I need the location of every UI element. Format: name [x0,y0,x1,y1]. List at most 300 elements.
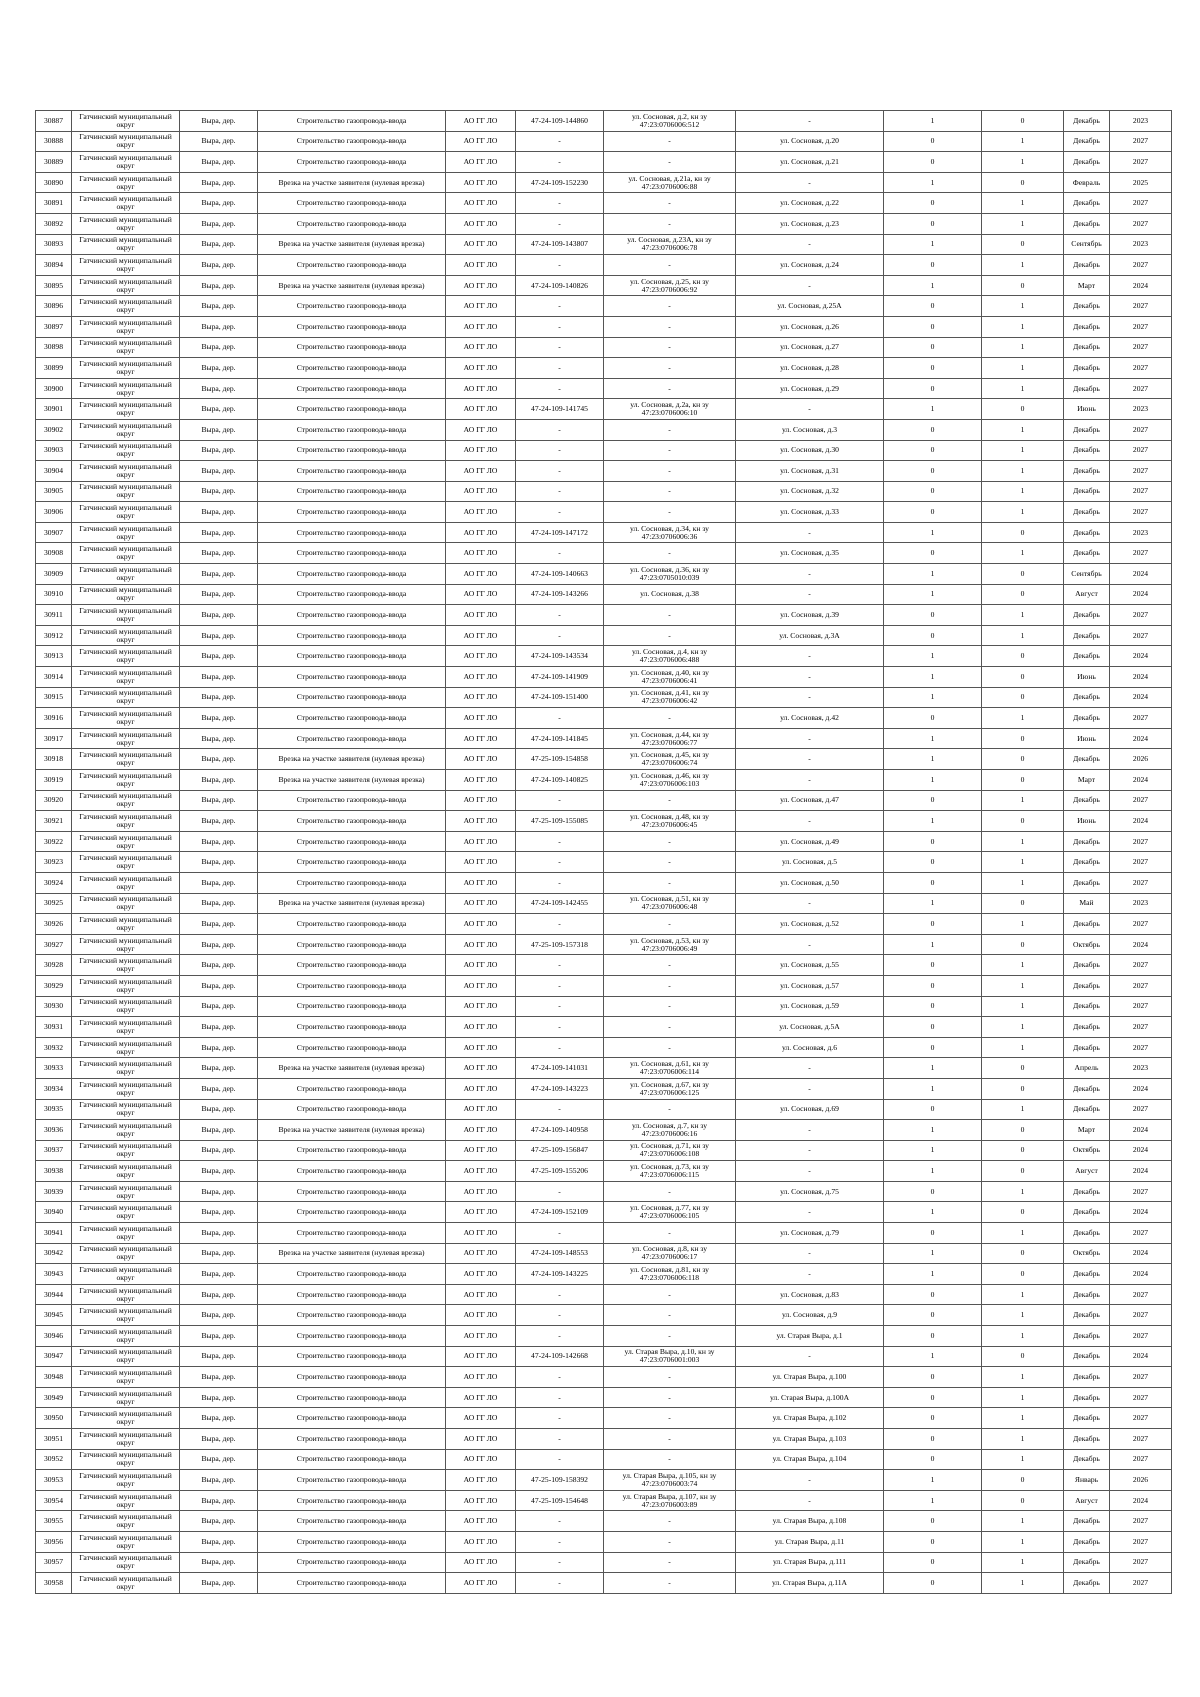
organization-cell: АО ГГ ЛО [446,1078,516,1099]
year-cell: 2023 [1110,893,1172,914]
municipal-district-cell: Гатчинский муниципальный округ [72,872,180,893]
municipal-district-cell: Гатчинский муниципальный округ [72,646,180,667]
count-existing-cell: 0 [884,1408,982,1429]
settlement-cell: Вырa, дер. [180,811,258,832]
month-cell: Декабрь [1064,1531,1110,1552]
work-type-cell: Строительство газопровода-ввода [258,1223,446,1244]
count-planned-cell: 0 [982,1078,1064,1099]
settlement-cell: Вырa, дер. [180,275,258,296]
organization-cell: АО ГГ ЛО [446,1449,516,1470]
table-row [36,625,1172,646]
row-number-cell: 30945 [36,1305,72,1326]
table-row [36,605,1172,626]
month-cell: Декабрь [1064,708,1110,729]
table-row [36,193,1172,214]
municipal-district-cell: Гатчинский муниципальный округ [72,131,180,152]
count-existing-cell: 1 [884,111,982,132]
count-planned-cell: 1 [982,975,1064,996]
month-cell: Март [1064,275,1110,296]
month-cell: Декабрь [1064,975,1110,996]
count-planned-cell: 1 [982,502,1064,523]
work-type-cell: Строительство газопровода-ввода [258,1490,446,1511]
count-existing-cell: 0 [884,213,982,234]
count-existing-cell: 0 [884,502,982,523]
organization-cell: АО ГГ ЛО [446,1552,516,1573]
organization-cell: АО ГГ ЛО [446,584,516,605]
address-cell: ул. Сосновая, д.30 [736,440,884,461]
cadastral-address-cell: - [604,852,736,873]
request-number-cell: - [516,996,604,1017]
cadastral-address-cell: - [604,1367,736,1388]
address-cell: ул. Сосновая, д.26 [736,316,884,337]
settlement-cell: Вырa, дер. [180,440,258,461]
count-planned-cell: 1 [982,1573,1064,1594]
month-cell: Декабрь [1064,1078,1110,1099]
address-cell: - [736,234,884,255]
request-number-cell: 47-25-109-156847 [516,1140,604,1161]
count-planned-cell: 1 [982,955,1064,976]
count-planned-cell: 1 [982,625,1064,646]
row-number-cell: 30903 [36,440,72,461]
count-existing-cell: 0 [884,378,982,399]
settlement-cell: Вырa, дер. [180,914,258,935]
count-planned-cell: 1 [982,1531,1064,1552]
count-existing-cell: 1 [884,1058,982,1079]
table-row [36,234,1172,255]
municipal-district-cell: Гатчинский муниципальный округ [72,1099,180,1120]
settlement-cell: Вырa, дер. [180,1470,258,1491]
request-number-cell: 47-24-109-151400 [516,687,604,708]
year-cell: 2027 [1110,1326,1172,1347]
settlement-cell: Вырa, дер. [180,296,258,317]
count-planned-cell: 0 [982,934,1064,955]
count-existing-cell: 0 [884,193,982,214]
count-planned-cell: 1 [982,461,1064,482]
count-planned-cell: 1 [982,131,1064,152]
row-number-cell: 30892 [36,213,72,234]
address-cell: - [736,667,884,688]
month-cell: Декабрь [1064,1387,1110,1408]
settlement-cell: Вырa, дер. [180,337,258,358]
request-number-cell: 47-24-109-148553 [516,1243,604,1264]
address-cell: - [736,399,884,420]
year-cell: 2026 [1110,1470,1172,1491]
organization-cell: АО ГГ ЛО [446,152,516,173]
month-cell: Декабрь [1064,1429,1110,1450]
row-number-cell: 30925 [36,893,72,914]
table-row [36,255,1172,276]
cadastral-address-cell: - [604,1099,736,1120]
organization-cell: АО ГГ ЛО [446,1243,516,1264]
cadastral-address-cell: - [604,872,736,893]
row-number-cell: 30924 [36,872,72,893]
request-number-cell: 47-24-109-141745 [516,399,604,420]
month-cell: Декабрь [1064,502,1110,523]
cadastral-address-cell: - [604,996,736,1017]
year-cell: 2027 [1110,213,1172,234]
month-cell: Октябрь [1064,1140,1110,1161]
year-cell: 2027 [1110,955,1172,976]
organization-cell: АО ГГ ЛО [446,378,516,399]
organization-cell: АО ГГ ЛО [446,625,516,646]
municipal-district-cell: Гатчинский муниципальный округ [72,811,180,832]
settlement-cell: Вырa, дер. [180,1326,258,1347]
organization-cell: АО ГГ ЛО [446,811,516,832]
request-number-cell: 47-25-109-154648 [516,1490,604,1511]
count-existing-cell: 0 [884,1531,982,1552]
count-existing-cell: 0 [884,790,982,811]
year-cell: 2023 [1110,399,1172,420]
table-row [36,934,1172,955]
cadastral-address-cell: - [604,358,736,379]
table-row [36,1387,1172,1408]
count-existing-cell: 1 [884,522,982,543]
municipal-district-cell: Гатчинский муниципальный округ [72,770,180,791]
organization-cell: АО ГГ ЛО [446,1181,516,1202]
row-number-cell: 30938 [36,1161,72,1182]
year-cell: 2027 [1110,1181,1172,1202]
cadastral-address-cell: ул. Сосновая, д.7, кн зу 47:23:0706006:16 [604,1120,736,1141]
request-number-cell: 47-24-109-143534 [516,646,604,667]
address-cell: ул. Сосновая, д.33 [736,502,884,523]
row-number-cell: 30955 [36,1511,72,1532]
table-row [36,893,1172,914]
municipal-district-cell: Гатчинский муниципальный округ [72,1408,180,1429]
month-cell: Июнь [1064,667,1110,688]
settlement-cell: Вырa, дер. [180,955,258,976]
organization-cell: АО ГГ ЛО [446,790,516,811]
month-cell: Декабрь [1064,131,1110,152]
work-type-cell: Строительство газопровода-ввода [258,708,446,729]
settlement-cell: Вырa, дер. [180,1387,258,1408]
request-number-cell: 47-25-109-155085 [516,811,604,832]
organization-cell: АО ГГ ЛО [446,955,516,976]
month-cell: Декабрь [1064,378,1110,399]
row-number-cell: 30916 [36,708,72,729]
settlement-cell: Вырa, дер. [180,358,258,379]
count-existing-cell: 0 [884,1326,982,1347]
count-planned-cell: 0 [982,275,1064,296]
settlement-cell: Вырa, дер. [180,213,258,234]
row-number-cell: 30946 [36,1326,72,1347]
row-number-cell: 30936 [36,1120,72,1141]
table-row [36,1408,1172,1429]
organization-cell: АО ГГ ЛО [446,1161,516,1182]
address-cell: ул. Сосновая, д.79 [736,1223,884,1244]
month-cell: Декабрь [1064,152,1110,173]
settlement-cell: Вырa, дер. [180,502,258,523]
address-cell: ул. Сосновая, д.83 [736,1284,884,1305]
count-planned-cell: 1 [982,872,1064,893]
count-existing-cell: 1 [884,172,982,193]
address-cell: - [736,1470,884,1491]
settlement-cell: Вырa, дер. [180,1367,258,1388]
table-row [36,378,1172,399]
settlement-cell: Вырa, дер. [180,1552,258,1573]
settlement-cell: Вырa, дер. [180,1243,258,1264]
month-cell: Декабрь [1064,296,1110,317]
month-cell: Июнь [1064,399,1110,420]
month-cell: Декабрь [1064,1449,1110,1470]
organization-cell: АО ГГ ЛО [446,975,516,996]
address-cell: - [736,646,884,667]
cadastral-address-cell: ул. Сосновая, д.51, кн зу 47:23:0706006:48 [604,893,736,914]
settlement-cell: Вырa, дер. [180,975,258,996]
cadastral-address-cell: - [604,543,736,564]
month-cell: Август [1064,1161,1110,1182]
row-number-cell: 30891 [36,193,72,214]
settlement-cell: Вырa, дер. [180,584,258,605]
request-number-cell: - [516,1387,604,1408]
row-number-cell: 30912 [36,625,72,646]
municipal-district-cell: Гатчинский муниципальный округ [72,831,180,852]
request-number-cell: - [516,1017,604,1038]
address-cell: - [736,687,884,708]
work-type-cell: Строительство газопровода-ввода [258,646,446,667]
table-row [36,502,1172,523]
work-type-cell: Врезка на участке заявителя (нулевая врезка) [258,770,446,791]
count-planned-cell: 1 [982,1387,1064,1408]
year-cell: 2027 [1110,1367,1172,1388]
address-cell: ул. Старая Вырa, д.1 [736,1326,884,1347]
row-number-cell: 30909 [36,564,72,585]
row-number-cell: 30919 [36,770,72,791]
settlement-cell: Вырa, дер. [180,193,258,214]
request-number-cell: 47-25-109-154858 [516,749,604,770]
year-cell: 2023 [1110,522,1172,543]
cadastral-address-cell: ул. Сосновая, д.45, кн зу 47:23:0706006:74 [604,749,736,770]
table-row [36,481,1172,502]
table-row [36,461,1172,482]
cadastral-address-cell: - [604,831,736,852]
municipal-district-cell: Гатчинский муниципальный округ [72,1181,180,1202]
year-cell: 2027 [1110,337,1172,358]
work-type-cell: Строительство газопровода-ввода [258,1449,446,1470]
year-cell: 2027 [1110,255,1172,276]
settlement-cell: Вырa, дер. [180,1531,258,1552]
municipal-district-cell: Гатчинский муниципальный округ [72,440,180,461]
work-type-cell: Строительство газопровода-ввода [258,1531,446,1552]
organization-cell: АО ГГ ЛО [446,1387,516,1408]
address-cell: ул. Сосновая, д.32 [736,481,884,502]
municipal-district-cell: Гатчинский муниципальный округ [72,1387,180,1408]
settlement-cell: Вырa, дер. [180,934,258,955]
year-cell: 2024 [1110,728,1172,749]
count-existing-cell: 1 [884,275,982,296]
month-cell: Май [1064,893,1110,914]
year-cell: 2027 [1110,831,1172,852]
work-type-cell: Строительство газопровода-ввода [258,1017,446,1038]
work-type-cell: Строительство газопровода-ввода [258,440,446,461]
organization-cell: АО ГГ ЛО [446,749,516,770]
request-number-cell: - [516,790,604,811]
municipal-district-cell: Гатчинский муниципальный округ [72,502,180,523]
row-number-cell: 30952 [36,1449,72,1470]
address-cell: - [736,564,884,585]
organization-cell: АО ГГ ЛО [446,1284,516,1305]
work-type-cell: Врезка на участке заявителя (нулевая врезка) [258,749,446,770]
work-type-cell: Строительство газопровода-ввода [258,996,446,1017]
address-cell: ул. Сосновая, д.25А [736,296,884,317]
municipal-district-cell: Гатчинский муниципальный округ [72,1120,180,1141]
organization-cell: АО ГГ ЛО [446,255,516,276]
row-number-cell: 30910 [36,584,72,605]
work-type-cell: Строительство газопровода-ввода [258,255,446,276]
cadastral-address-cell: - [604,1223,736,1244]
count-existing-cell: 0 [884,1017,982,1038]
row-number-cell: 30950 [36,1408,72,1429]
work-type-cell: Строительство газопровода-ввода [258,522,446,543]
table-row [36,1284,1172,1305]
work-type-cell: Строительство газопровода-ввода [258,296,446,317]
month-cell: Декабрь [1064,687,1110,708]
row-number-cell: 30933 [36,1058,72,1079]
municipal-district-cell: Гатчинский муниципальный округ [72,955,180,976]
settlement-cell: Вырa, дер. [180,152,258,173]
organization-cell: АО ГГ ЛО [446,172,516,193]
count-existing-cell: 1 [884,1120,982,1141]
municipal-district-cell: Гатчинский муниципальный округ [72,1573,180,1594]
settlement-cell: Вырa, дер. [180,687,258,708]
work-type-cell: Врезка на участке заявителя (нулевая врезка) [258,275,446,296]
work-type-cell: Строительство газопровода-ввода [258,975,446,996]
settlement-cell: Вырa, дер. [180,646,258,667]
month-cell: Декабрь [1064,872,1110,893]
count-planned-cell: 1 [982,1099,1064,1120]
municipal-district-cell: Гатчинский муниципальный округ [72,605,180,626]
year-cell: 2027 [1110,193,1172,214]
count-existing-cell: 0 [884,1511,982,1532]
organization-cell: АО ГГ ЛО [446,481,516,502]
municipal-district-cell: Гатчинский муниципальный округ [72,234,180,255]
cadastral-address-cell: ул. Сосновая, д.8, кн зу 47:23:0706006:17 [604,1243,736,1264]
count-existing-cell: 0 [884,872,982,893]
settlement-cell: Вырa, дер. [180,708,258,729]
year-cell: 2027 [1110,872,1172,893]
month-cell: Декабрь [1064,1202,1110,1223]
count-planned-cell: 1 [982,193,1064,214]
settlement-cell: Вырa, дер. [180,172,258,193]
organization-cell: АО ГГ ЛО [446,543,516,564]
work-type-cell: Врезка на участке заявителя (нулевая врезка) [258,234,446,255]
month-cell: Декабрь [1064,543,1110,564]
settlement-cell: Вырa, дер. [180,399,258,420]
request-number-cell: - [516,543,604,564]
organization-cell: АО ГГ ЛО [446,358,516,379]
month-cell: Декабрь [1064,852,1110,873]
cadastral-address-cell: - [604,296,736,317]
address-cell: ул. Старая Вырa, д.100А [736,1387,884,1408]
count-planned-cell: 1 [982,337,1064,358]
cadastral-address-cell: - [604,790,736,811]
year-cell: 2027 [1110,461,1172,482]
address-cell: - [736,1264,884,1285]
year-cell: 2024 [1110,1078,1172,1099]
year-cell: 2024 [1110,687,1172,708]
request-number-cell: 47-24-109-152230 [516,172,604,193]
count-planned-cell: 1 [982,440,1064,461]
month-cell: Декабрь [1064,996,1110,1017]
year-cell: 2027 [1110,1511,1172,1532]
row-number-cell: 30896 [36,296,72,317]
count-planned-cell: 1 [982,708,1064,729]
row-number-cell: 30954 [36,1490,72,1511]
municipal-district-cell: Гатчинский муниципальный округ [72,1161,180,1182]
organization-cell: АО ГГ ЛО [446,1058,516,1079]
year-cell: 2024 [1110,1490,1172,1511]
work-type-cell: Строительство газопровода-ввода [258,131,446,152]
address-cell: ул. Старая Вырa, д.103 [736,1429,884,1450]
count-existing-cell: 0 [884,955,982,976]
month-cell: Октябрь [1064,934,1110,955]
organization-cell: АО ГГ ЛО [446,1573,516,1594]
count-planned-cell: 0 [982,234,1064,255]
work-type-cell: Врезка на участке заявителя (нулевая врезка) [258,172,446,193]
month-cell: Декабрь [1064,749,1110,770]
month-cell: Декабрь [1064,914,1110,935]
month-cell: Декабрь [1064,646,1110,667]
count-planned-cell: 1 [982,1367,1064,1388]
request-number-cell: - [516,316,604,337]
count-existing-cell: 0 [884,1305,982,1326]
address-cell: - [736,172,884,193]
year-cell: 2027 [1110,1099,1172,1120]
settlement-cell: Вырa, дер. [180,1346,258,1367]
cadastral-address-cell: - [604,1531,736,1552]
cadastral-address-cell: - [604,708,736,729]
organization-cell: АО ГГ ЛО [446,831,516,852]
count-existing-cell: 0 [884,481,982,502]
settlement-cell: Вырa, дер. [180,1120,258,1141]
work-type-cell: Строительство газопровода-ввода [258,213,446,234]
count-planned-cell: 0 [982,1058,1064,1079]
municipal-district-cell: Гатчинский муниципальный округ [72,1037,180,1058]
table-row [36,996,1172,1017]
work-type-cell: Строительство газопровода-ввода [258,1326,446,1347]
request-number-cell: 47-24-109-140825 [516,770,604,791]
count-planned-cell: 0 [982,687,1064,708]
row-number-cell: 30905 [36,481,72,502]
cadastral-address-cell: - [604,605,736,626]
request-number-cell: - [516,1429,604,1450]
row-number-cell: 30940 [36,1202,72,1223]
request-number-cell: - [516,1284,604,1305]
cadastral-address-cell: ул. Сосновая, д.73, кн зу 47:23:0706006:115 [604,1161,736,1182]
address-cell: ул. Старая Вырa, д.11 [736,1531,884,1552]
settlement-cell: Вырa, дер. [180,1181,258,1202]
request-number-cell: - [516,1573,604,1594]
municipal-district-cell: Гатчинский муниципальный округ [72,667,180,688]
address-cell: ул. Сосновая, д.75 [736,1181,884,1202]
cadastral-address-cell: ул. Сосновая, д.23А, кн зу 47:23:0706006:78 [604,234,736,255]
count-existing-cell: 0 [884,1387,982,1408]
organization-cell: АО ГГ ЛО [446,564,516,585]
year-cell: 2027 [1110,316,1172,337]
month-cell: Декабрь [1064,481,1110,502]
cadastral-address-cell: - [604,1552,736,1573]
year-cell: 2027 [1110,358,1172,379]
count-planned-cell: 1 [982,1017,1064,1038]
settlement-cell: Вырa, дер. [180,234,258,255]
request-number-cell: - [516,955,604,976]
municipal-district-cell: Гатчинский муниципальный округ [72,975,180,996]
settlement-cell: Вырa, дер. [180,1017,258,1038]
request-number-cell: - [516,378,604,399]
settlement-cell: Вырa, дер. [180,1408,258,1429]
row-number-cell: 30921 [36,811,72,832]
row-number-cell: 30911 [36,605,72,626]
table-row [36,770,1172,791]
